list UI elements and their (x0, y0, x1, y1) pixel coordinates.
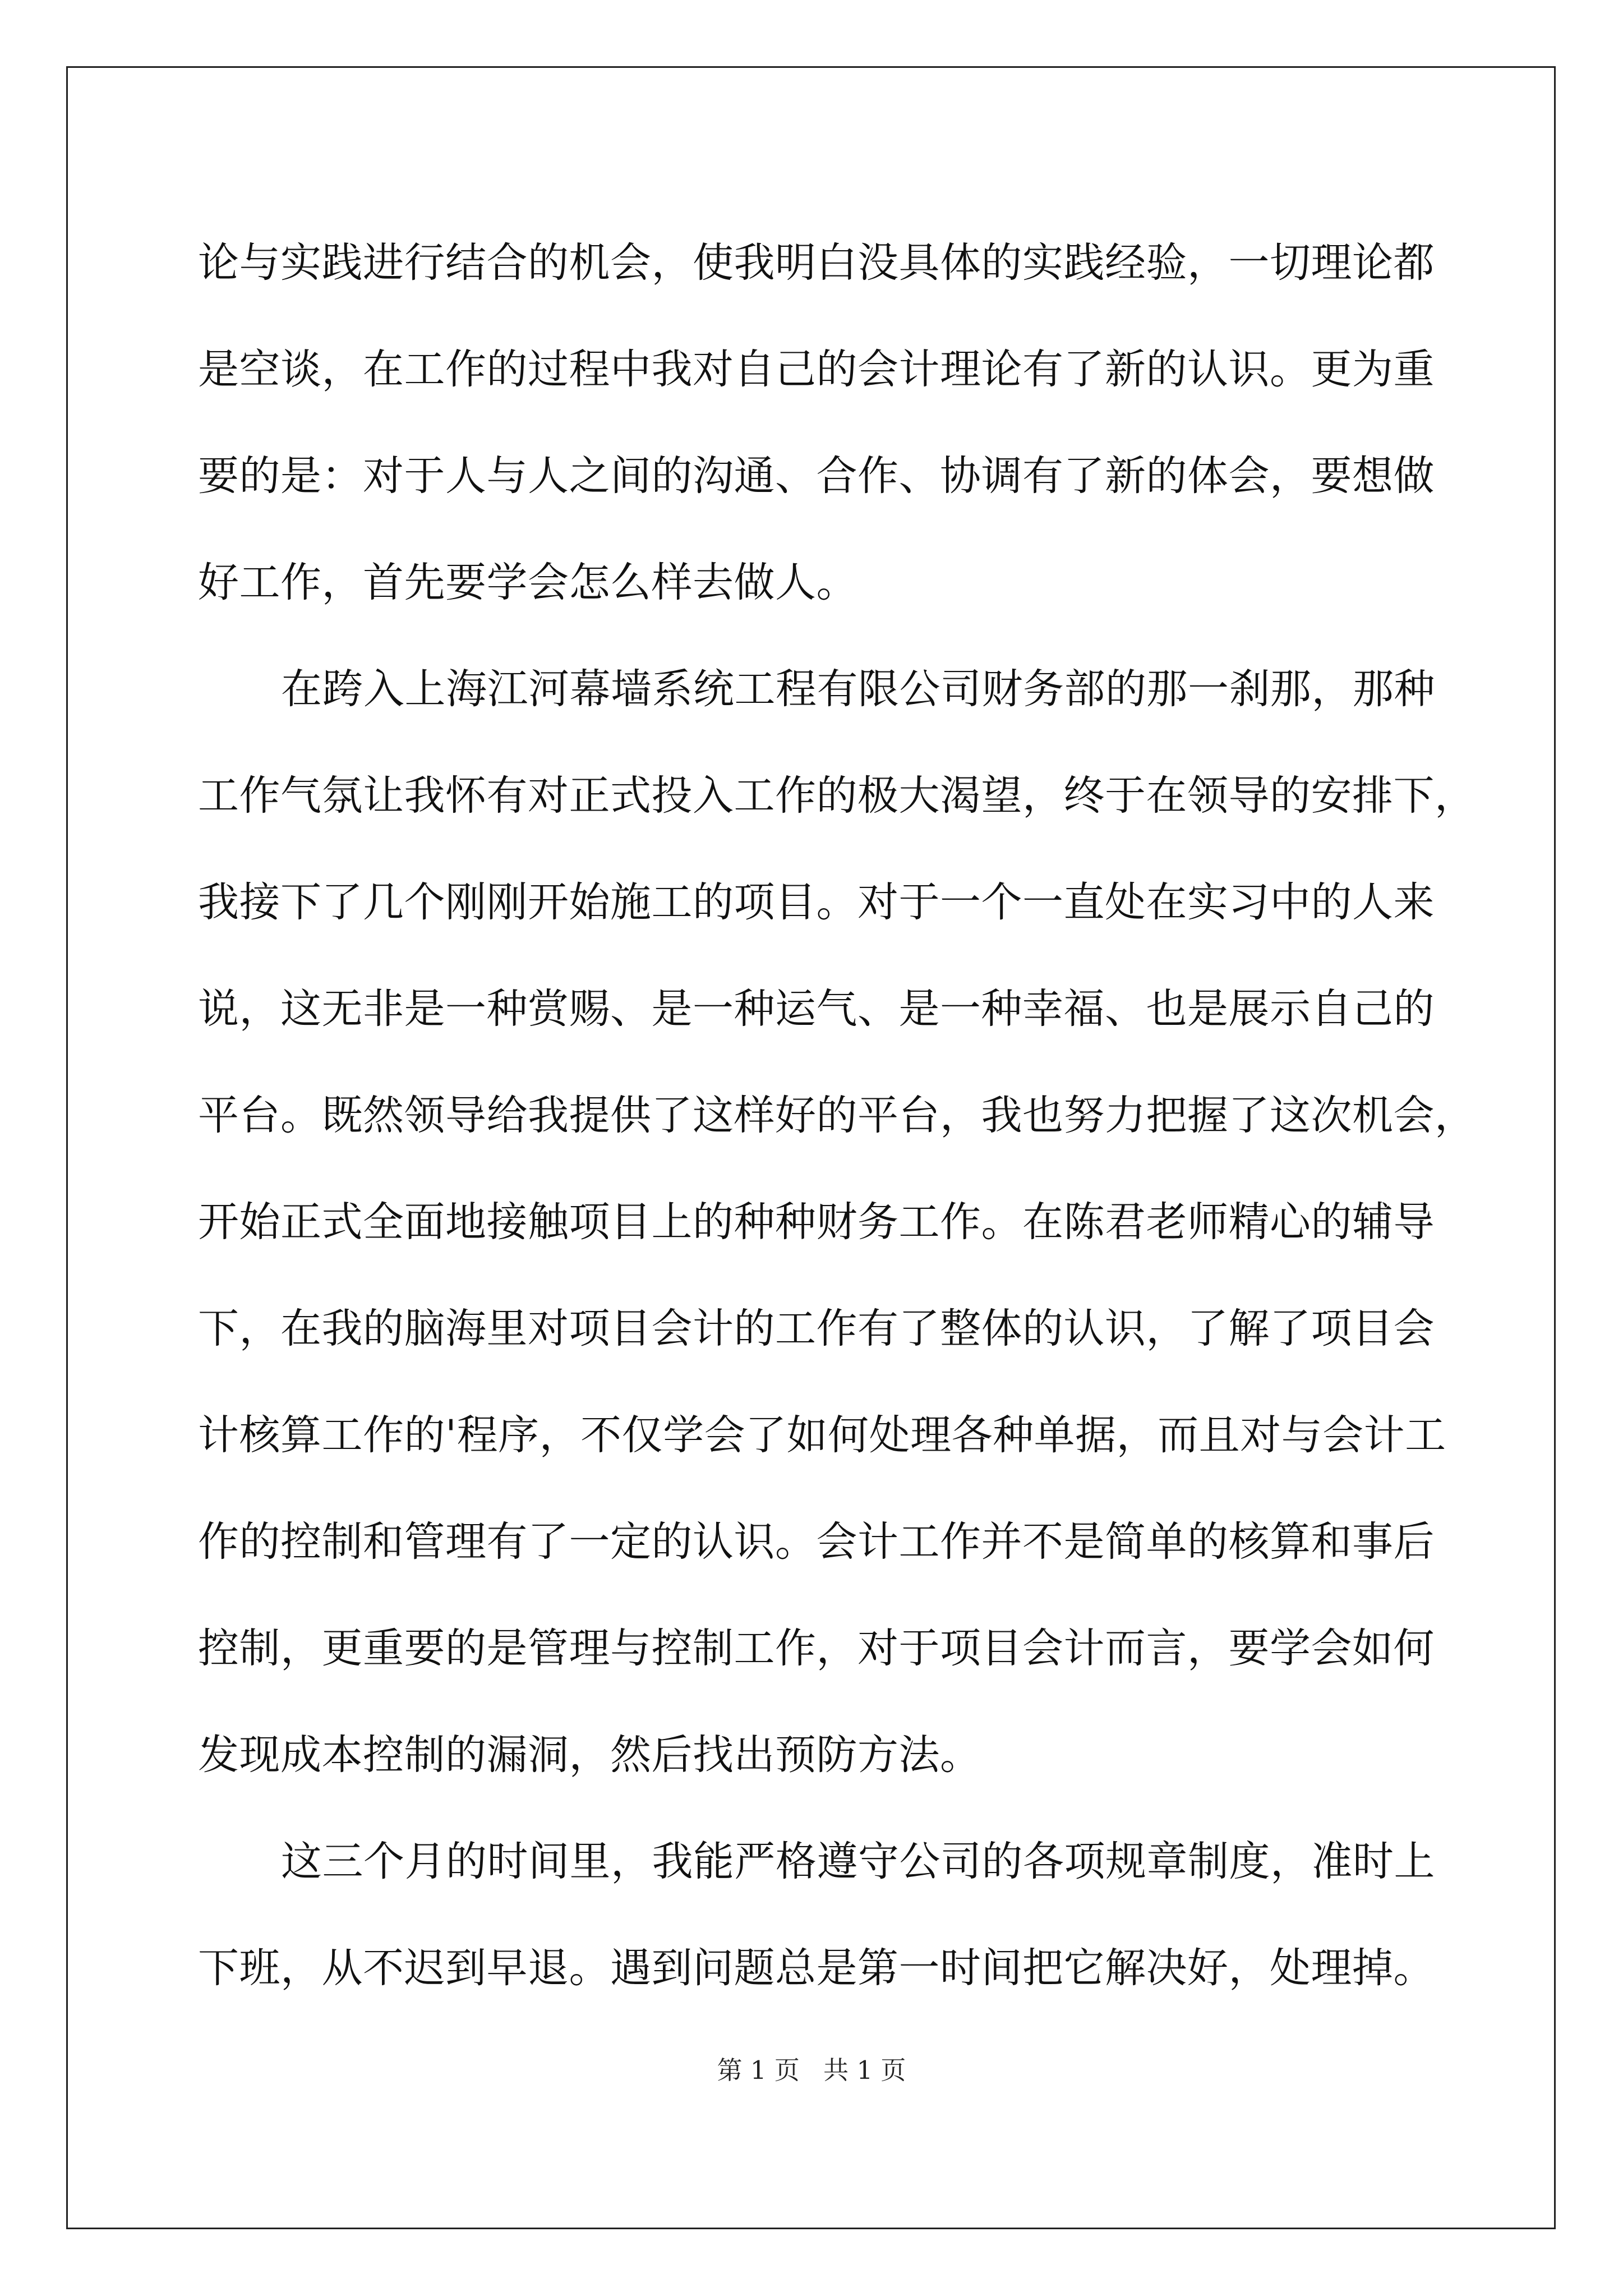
text-line: 在跨入上海江河幕墙系统工程有限公司财务部的那一刹那，那种 (281, 665, 1435, 713)
text-line: 是空谈，在工作的过程中我对自己的会计理论有了新的认识。更为重 (198, 346, 1435, 393)
text-line: 我接下了几个刚刚开始施工的项目。对于一个一直处在实习中的人来 (198, 878, 1435, 926)
text-line: 工作气氛让我怀有对正式投入工作的极大渴望，终于在领导的安排下， (198, 772, 1476, 820)
text-line: 开始正式全面地接触项目上的种种财务工作。在陈君老师精心的辅导 (198, 1198, 1435, 1246)
page-footer (0, 2050, 1623, 2086)
text-line: 平台。既然领导给我提供了这样好的平台，我也努力把握了这次机会， (198, 1092, 1476, 1139)
paragraph-1 (198, 210, 1435, 636)
page-number: 第 1 页 (717, 2055, 800, 2085)
text-line: 发现成本控制的漏洞，然后找出预防方法。 (198, 1731, 981, 1779)
paragraph-2 (198, 636, 1476, 1809)
page-total: 共 1 页 (823, 2055, 906, 2085)
text-line: 下班，从不迟到早退。遇到问题总是第一时间把它解决好，处理掉。 (198, 1944, 1435, 1992)
text-line: 计核算工作的'程序，不仅学会了如何处理各种单据，而且对与会计工 (198, 1411, 1446, 1459)
text-line: 控制，更重要的是管理与控制工作，对于项目会计而言，要学会如何 (198, 1625, 1435, 1672)
text-line: 作的控制和管理有了一定的认识。会计工作并不是简单的核算和事后 (198, 1518, 1435, 1566)
text-line: 论与实践进行结合的机会，使我明白没具体的实践经验，一切理论都 (198, 239, 1435, 287)
text-line: 要的是：对于人与人之间的沟通、合作、协调有了新的体会，要想做 (198, 452, 1435, 500)
document-body (198, 210, 1476, 2022)
text-line: 说，这无非是一种赏赐、是一种运气、是一种幸福、也是展示自己的 (198, 985, 1435, 1033)
text-line: 这三个月的时间里，我能严格遵守公司的各项规章制度，准时上 (281, 1838, 1435, 1885)
text-line: 好工作，首先要学会怎么样去做人。 (198, 559, 857, 606)
paragraph-3 (198, 1809, 1435, 2022)
text-line: 下，在我的脑海里对项目会计的工作有了整体的认识，了解了项目会 (198, 1305, 1435, 1352)
